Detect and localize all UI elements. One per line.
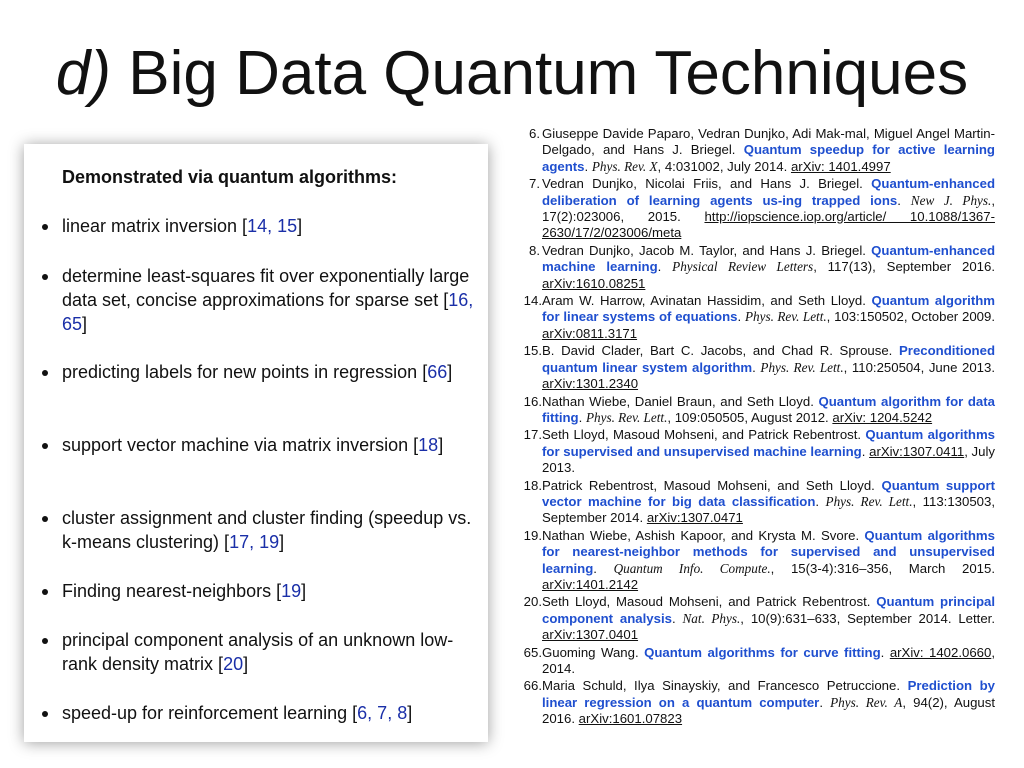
item-text: Finding nearest-neighbors [ — [62, 581, 282, 601]
reference-link[interactable]: arXiv:1401.2142 — [542, 576, 639, 592]
item-close: ] — [407, 703, 413, 723]
reference-details: , 110:250504, June 2013. — [843, 359, 995, 375]
reference-authors: Seth Lloyd, Masoud Mohseni, and Patrick Rebentrost. — [542, 594, 877, 610]
reference-journal: Physical Review Letters — [672, 259, 814, 275]
reference-link[interactable]: arXiv: 1401.4997 — [790, 158, 891, 174]
reference-title: Quantum algorithm for data fitting — [542, 393, 995, 425]
citation-link[interactable]: 16, 65 — [62, 290, 474, 334]
citation-link[interactable]: 17, 19 — [229, 532, 280, 552]
list-item — [62, 506, 482, 554]
reference-separator: . — [815, 493, 826, 509]
reference-authors: Nathan Wiebe, Ashish Kapoor, and Krysta M. Svore. — [542, 527, 865, 543]
item-text: determine least-squares fit over exponentially large data set, concise approximations for sparse set [ — [62, 266, 470, 310]
reference-item — [520, 243, 995, 292]
reference-authors: Giuseppe Davide Paparo, Vedran Dunjko, Adi Mak-mal, Miguel Angel Martin-Delgado, and Hans J. Briegel. — [542, 126, 995, 158]
reference-separator: . — [737, 309, 745, 325]
reference-trailing: , 2014. — [542, 644, 996, 676]
reference-link[interactable]: http://iopscience.iop.org/article/ 10.1088/1367-2630/17/2/023006/meta — [542, 209, 995, 241]
reference-item — [520, 528, 995, 594]
list-item — [62, 579, 482, 603]
reference-number: 20. — [523, 594, 542, 610]
reference-item — [520, 645, 995, 678]
reference-separator: . — [897, 192, 911, 208]
reference-journal: Phys. Rev. Lett. — [825, 493, 913, 509]
reference-list — [520, 126, 995, 729]
item-close: ] — [301, 581, 307, 601]
reference-journal: Nat. Phys. — [682, 610, 741, 626]
list-item — [62, 433, 482, 457]
reference-details: , 17(2):023006, 2015. — [542, 192, 996, 225]
item-close: ] — [438, 435, 444, 455]
reference-details: , 10(9):631–633, September 2014. Letter. — [740, 610, 995, 626]
reference-details: , 109:050505, August 2012. — [667, 409, 833, 425]
reference-separator: . — [578, 409, 586, 425]
reference-authors: Seth Lloyd, Masoud Mohseni, and Patrick Rebentrost. — [542, 427, 866, 443]
list-item — [62, 264, 482, 336]
list-item — [62, 701, 482, 725]
citation-link[interactable]: 14, 15 — [247, 216, 298, 236]
reference-link[interactable]: arXiv:1307.0471 — [646, 510, 743, 526]
reference-authors: Patrick Rebentrost, Masoud Mohseni, and Seth Lloyd. — [542, 477, 882, 493]
item-text: cluster assignment and cluster finding (speedup vs. k-means clustering) [ — [62, 508, 472, 552]
reference-number: 15. — [523, 343, 542, 359]
item-close: ] — [279, 532, 285, 552]
reference-link[interactable]: arXiv:1601.07823 — [578, 711, 683, 727]
reference-title: Quantum-enhanced machine learning — [542, 242, 995, 275]
reference-separator: . — [819, 694, 831, 710]
item-text: predicting labels for new points in regression [ — [62, 362, 428, 382]
reference-authors: Aram W. Harrow, Avinatan Hassidim, and Seth Lloyd. — [542, 293, 872, 309]
reference-journal: Phys. Rev. Lett. — [760, 359, 844, 375]
reference-title: Preconditioned quantum linear system algorithm — [542, 343, 995, 375]
list-item — [62, 360, 482, 384]
reference-journal: Quantum Info. Compute. — [613, 560, 771, 576]
citation-link[interactable]: 18 — [418, 435, 439, 455]
reference-number: 17. — [523, 427, 542, 443]
reference-item — [520, 478, 995, 527]
reference-details: , 103:150502, October 2009. — [826, 309, 995, 325]
reference-link[interactable]: arXiv:1307.0411 — [869, 443, 965, 459]
reference-authors: Maria Schuld, Ilya Sinayskiy, and Francesco Petruccione. — [542, 678, 908, 694]
reference-link[interactable]: arXiv:1610.08251 — [542, 275, 646, 291]
reference-title: Prediction by linear regression on a quantum computer — [542, 678, 995, 710]
reference-title: Quantum speedup for active learning agents — [542, 142, 995, 174]
reference-title: Quantum support vector machine for big data classification — [542, 477, 995, 509]
reference-number: 66. — [523, 678, 542, 694]
reference-item — [520, 293, 995, 342]
reference-separator: . — [880, 644, 890, 660]
reference-number: 6. — [529, 126, 540, 141]
item-close: ] — [447, 362, 453, 382]
reference-journal: Phys. Rev. Lett. — [744, 309, 827, 325]
reference-title: Quantum algorithm for linear systems of equations — [542, 293, 995, 325]
card-heading: Demonstrated via quantum algorithms: — [62, 167, 398, 187]
reference-link[interactable]: arXiv:0811.3171 — [542, 325, 638, 341]
item-text: principal component analysis of an unknown low-rank density matrix [ — [62, 630, 454, 674]
reference-trailing: , July 2013. — [542, 443, 996, 476]
reference-item — [520, 394, 995, 427]
reference-journal: Phys. Rev. Lett. — [585, 409, 668, 425]
reference-separator: . — [671, 610, 683, 626]
reference-link[interactable]: arXiv: 1204.5242 — [832, 409, 933, 425]
reference-journal: Phys. Rev. X — [591, 158, 658, 174]
reference-title: Quantum algorithms for nearest-neighbor methods for supervised and unsupervised learning — [542, 527, 995, 576]
reference-item — [520, 126, 995, 175]
reference-number: 65. — [523, 644, 542, 660]
item-close: ] — [297, 216, 303, 236]
reference-title: Quantum algorithms for supervised and unsupervised machine learning — [542, 427, 996, 459]
item-text: speed-up for reinforcement learning [ — [62, 703, 358, 723]
reference-number: 14. — [523, 293, 542, 309]
reference-separator: . — [657, 259, 673, 275]
reference-separator: . — [861, 443, 870, 459]
reference-item — [520, 594, 995, 643]
reference-number: 18. — [523, 477, 542, 493]
reference-separator: . — [584, 158, 592, 174]
reference-number: 8. — [529, 242, 540, 258]
reference-item — [520, 427, 995, 476]
reference-number: 16. — [523, 393, 542, 409]
item-close: ] — [82, 314, 88, 334]
reference-details: , 94(2), August 2016. — [542, 694, 996, 727]
item-text: linear matrix inversion [ — [62, 216, 248, 236]
title-prefix: d) — [55, 39, 112, 108]
list-item — [62, 628, 482, 676]
reference-title: Quantum principal component analysis — [542, 594, 995, 626]
reference-authors: Nathan Wiebe, Daniel Braun, and Seth Lloyd. — [542, 393, 819, 409]
reference-number: 19. — [523, 527, 542, 543]
reference-journal: Phys. Rev. A — [830, 694, 903, 710]
citation-link[interactable]: 19 — [281, 581, 302, 601]
title-text: Big Data Quantum Techniques — [111, 39, 969, 108]
reference-authors: Guoming Wang. — [542, 644, 645, 660]
reference-number: 7. — [529, 176, 540, 192]
reference-title: Quantum algorithms for curve fitting — [644, 644, 881, 660]
item-close: ] — [243, 654, 249, 674]
reference-details: , 113:130503, September 2014. — [542, 493, 995, 526]
reference-separator: . — [752, 359, 761, 375]
citation-link[interactable]: 20 — [223, 654, 244, 674]
reference-details: , 117(13), September 2016. — [813, 259, 995, 275]
citation-link[interactable]: 6, 7, 8 — [357, 703, 408, 723]
reference-authors: Vedran Dunjko, Nicolai Friis, and Hans J. Briegel. — [542, 176, 872, 192]
reference-authors: Vedran Dunjko, Jacob M. Taylor, and Hans J. Briegel. — [542, 242, 872, 258]
reference-item — [520, 343, 995, 392]
reference-details: , 15(3-4):316–356, March 2015. — [770, 560, 996, 576]
item-text: support vector machine via matrix inversion [ — [62, 435, 419, 455]
reference-link[interactable]: arXiv: 1402.0660 — [889, 644, 992, 660]
reference-item — [520, 176, 995, 242]
reference-details: , 4:031002, July 2014. — [657, 158, 791, 174]
citation-link[interactable]: 66 — [427, 362, 448, 382]
page-title — [0, 38, 1024, 110]
reference-authors: B. David Clader, Bart C. Jacobs, and Chad R. Sprouse. — [542, 343, 900, 359]
reference-link[interactable]: arXiv:1301.2340 — [542, 376, 639, 392]
list-item — [62, 214, 482, 238]
reference-title: Quantum-enhanced deliberation of learning agents us-ing trapped ions — [542, 176, 995, 208]
reference-journal: New J. Phys. — [910, 192, 992, 208]
reference-item — [520, 678, 995, 727]
reference-separator: . — [593, 560, 614, 576]
summary-card — [24, 144, 488, 742]
reference-link[interactable]: arXiv:1307.0401 — [542, 627, 639, 643]
